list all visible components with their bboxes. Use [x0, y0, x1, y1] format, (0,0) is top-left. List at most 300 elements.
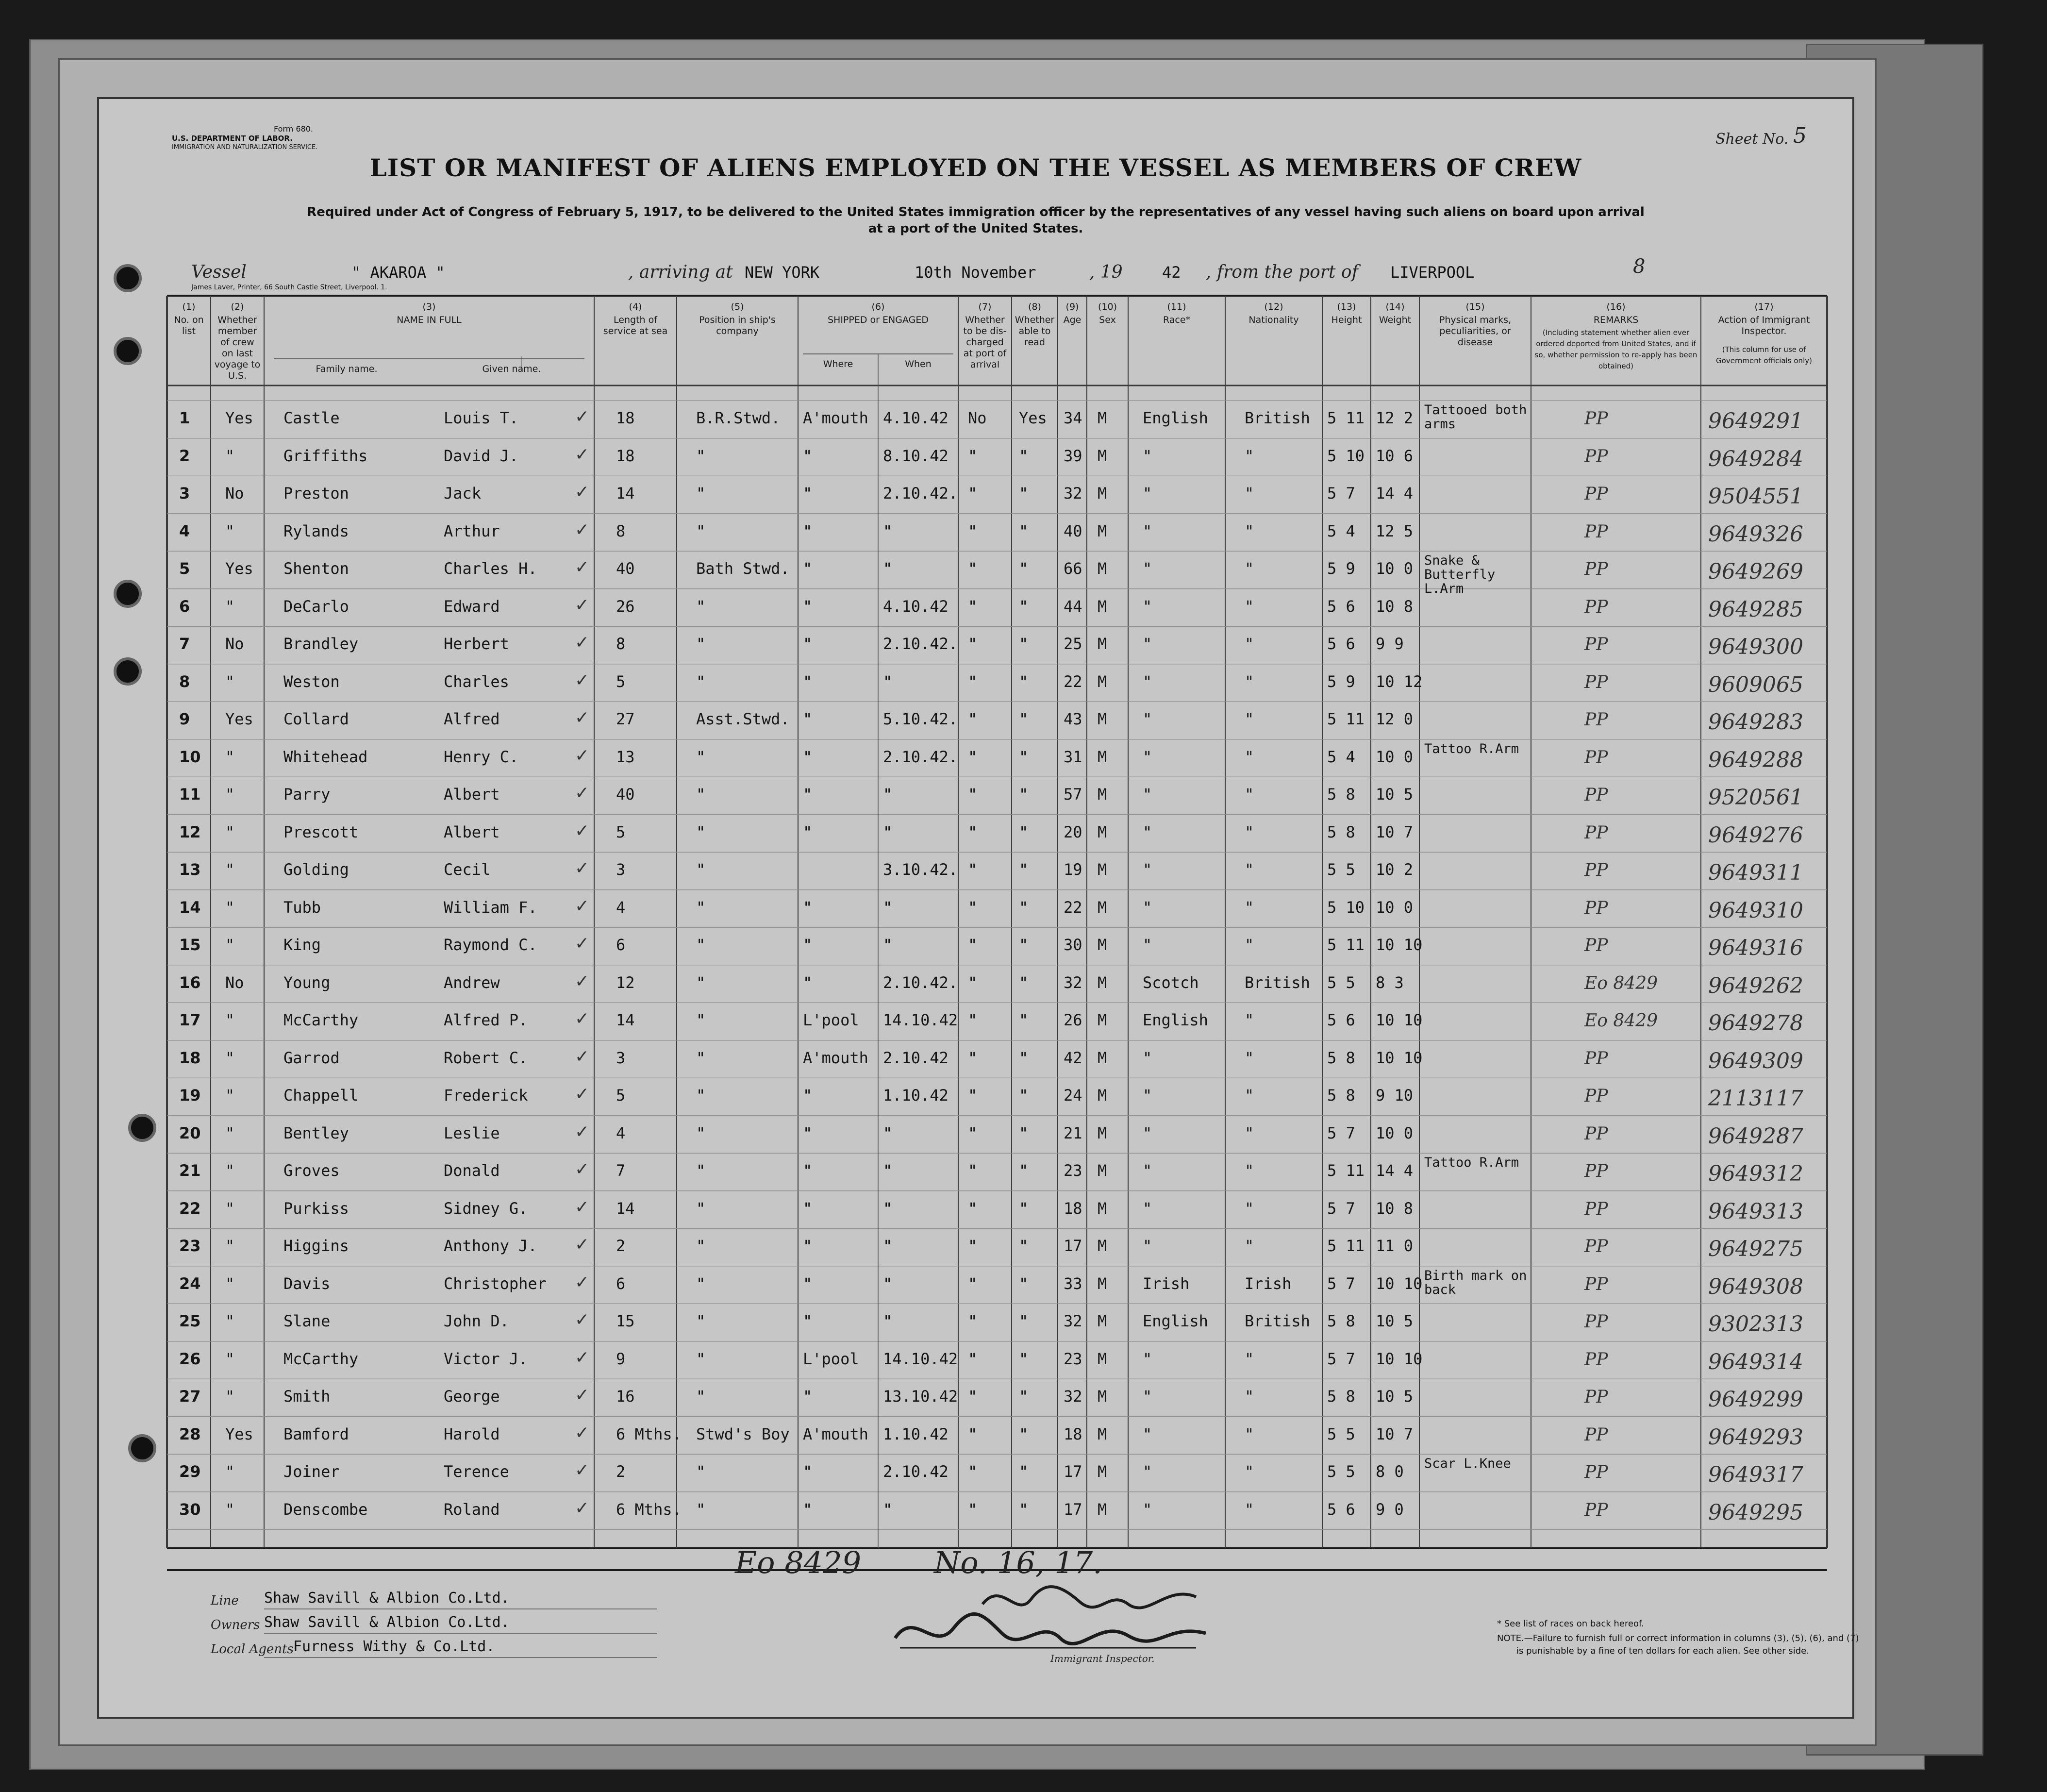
discharged: ": [968, 1274, 978, 1293]
given-name: Roland: [444, 1500, 500, 1519]
length-of-service: 13: [616, 747, 635, 766]
row-number: 15: [179, 936, 201, 954]
column-number: (10): [1098, 301, 1117, 312]
height: 5 10: [1327, 446, 1365, 465]
age: 22: [1064, 898, 1082, 917]
discharged: No: [968, 409, 987, 427]
discharged: ": [968, 785, 978, 804]
column-label: Weight: [1379, 315, 1412, 325]
weight: 10 0: [1376, 898, 1414, 917]
previous-voyage: ": [225, 597, 235, 616]
discharged: ": [968, 1199, 978, 1218]
given-name: Louis T.: [444, 409, 519, 427]
row-number: 2: [179, 446, 190, 465]
given-name: Frederick: [444, 1086, 528, 1105]
inspector-action: 9649326: [1708, 521, 1803, 547]
vessel-label: Vessel: [191, 262, 247, 282]
family-name: Golding: [283, 860, 349, 879]
shipped-where: ": [803, 936, 813, 954]
able-to-read: ": [1019, 785, 1029, 804]
row-number: 29: [179, 1462, 201, 1481]
column-header: [1531, 301, 1701, 328]
check-mark-icon: ✓: [575, 1159, 590, 1179]
position: ": [696, 860, 706, 879]
inspector-action: 9649310: [1708, 898, 1803, 923]
height: 5 7: [1327, 484, 1355, 502]
arrival-port: NEW YORK: [745, 263, 820, 282]
age: 17: [1064, 1500, 1082, 1519]
sex: M: [1098, 446, 1107, 465]
nationality: ": [1245, 521, 1254, 540]
weight: 10 10: [1376, 1349, 1423, 1368]
position: ": [696, 672, 706, 691]
nationality: ": [1245, 672, 1254, 691]
sex: M: [1098, 521, 1107, 540]
nationality: ": [1245, 747, 1254, 766]
inspector-action: 9649291: [1708, 409, 1803, 434]
printer-imprint: James Laver, Printer, 66 South Castle Street, Liverpool. 1.: [191, 284, 387, 291]
row-number: 25: [179, 1312, 201, 1330]
race: English: [1143, 1011, 1208, 1029]
nationality: British: [1245, 409, 1310, 427]
discharged: ": [968, 1424, 978, 1443]
physical-marks: Snake & Butterfly L.Arm: [1424, 553, 1496, 596]
remarks: PP: [1584, 521, 1608, 542]
weight: 10 5: [1376, 1387, 1414, 1406]
discharged: ": [968, 1387, 978, 1406]
inspector-action: 9609065: [1708, 672, 1803, 697]
column-header: [1225, 301, 1322, 328]
shipped-when: 1.10.42: [883, 1424, 949, 1443]
discharged: ": [968, 635, 978, 653]
position: ": [696, 822, 706, 841]
column-number: (14): [1385, 301, 1405, 312]
line-label: Line: [211, 1593, 239, 1608]
nationality: ": [1245, 1462, 1254, 1481]
shipped-when: 14.10.42: [883, 1349, 958, 1368]
discharged: ": [968, 1237, 978, 1255]
able-to-read: ": [1019, 936, 1029, 954]
physical-marks: Tattoo R.Arm: [1424, 1155, 1519, 1170]
position: ": [696, 898, 706, 917]
column-number: (6): [871, 301, 885, 312]
previous-voyage: ": [225, 1161, 235, 1180]
given-name: Charles H.: [444, 559, 537, 578]
age: 20: [1064, 822, 1082, 841]
shipped-where: ": [803, 1199, 813, 1218]
inspector-action: 9649293: [1708, 1424, 1803, 1450]
previous-voyage: ": [225, 785, 235, 804]
length-of-service: 40: [616, 559, 635, 578]
nationality: ": [1245, 484, 1254, 502]
discharged: ": [968, 1086, 978, 1105]
check-mark-icon: ✓: [575, 1046, 590, 1067]
shipped-where: A'mouth: [803, 1048, 868, 1067]
height: 5 8: [1327, 1312, 1355, 1330]
height: 5 4: [1327, 747, 1355, 766]
discharged: ": [968, 710, 978, 728]
weight: 10 7: [1376, 822, 1414, 841]
column-header: [1128, 301, 1225, 328]
position: ": [696, 1048, 706, 1067]
position: ": [696, 1199, 706, 1218]
agents-value: Furness Withy & Co.Ltd.: [293, 1638, 495, 1655]
nationality: ": [1245, 1086, 1254, 1105]
weight: 9 10: [1376, 1086, 1414, 1105]
age: 32: [1064, 1387, 1082, 1406]
check-mark-icon: ✓: [575, 783, 590, 803]
row-number: 6: [179, 597, 190, 616]
height: 5 8: [1327, 1387, 1355, 1406]
age: 25: [1064, 635, 1082, 653]
position: ": [696, 973, 706, 992]
discharged: ": [968, 1123, 978, 1142]
able-to-read: ": [1019, 1500, 1029, 1519]
length-of-service: 3: [616, 1048, 626, 1067]
length-of-service: 16: [616, 1387, 635, 1406]
service: IMMIGRATION AND NATURALIZATION SERVICE.: [172, 144, 318, 151]
column-number: (8): [1028, 301, 1041, 312]
able-to-read: ": [1019, 1011, 1029, 1029]
row-number: 12: [179, 822, 201, 841]
position: Stwd's Boy: [696, 1424, 790, 1443]
inspector-action: 9649316: [1708, 936, 1803, 960]
remarks: PP: [1584, 672, 1608, 692]
shipped-when: ": [883, 936, 893, 954]
remarks: PP: [1584, 559, 1608, 579]
age: 31: [1064, 747, 1082, 766]
weight: 10 8: [1376, 1199, 1414, 1218]
shipped-where: ": [803, 747, 813, 766]
owners-value: Shaw Savill & Albion Co.Ltd.: [264, 1614, 510, 1631]
height: 5 9: [1327, 672, 1355, 691]
inspector-action: 9649299: [1708, 1387, 1803, 1412]
column-header: [958, 301, 1012, 372]
able-to-read: ": [1019, 597, 1029, 616]
agents-label: Local Agents: [211, 1642, 294, 1657]
race: English: [1143, 409, 1208, 427]
shipped-when: 2.10.42.: [883, 747, 958, 766]
weight: 10 2: [1376, 860, 1414, 879]
position: B.R.Stwd.: [696, 409, 781, 427]
sex: M: [1098, 973, 1107, 992]
previous-voyage: ": [225, 672, 235, 691]
given-name: Leslie: [444, 1123, 500, 1142]
departure-port: LIVERPOOL: [1390, 263, 1475, 282]
length-of-service: 14: [616, 1199, 635, 1218]
weight: 12 2: [1376, 409, 1414, 427]
punch-hole: [114, 580, 142, 608]
shipped-where: ": [803, 1237, 813, 1255]
height: 5 11: [1327, 1237, 1365, 1255]
nationality: ": [1245, 559, 1254, 578]
row-number: 13: [179, 860, 201, 879]
sex: M: [1098, 409, 1107, 427]
discharged: ": [968, 484, 978, 502]
remarks: PP: [1584, 409, 1608, 429]
remarks: Eo 8429: [1584, 973, 1658, 993]
column-label: NAME IN FULL: [397, 315, 462, 325]
position: ": [696, 785, 706, 804]
given-name: Victor J.: [444, 1349, 528, 1368]
height: 5 8: [1327, 1086, 1355, 1105]
family-name: Groves: [283, 1161, 340, 1180]
height: 5 7: [1327, 1123, 1355, 1142]
able-to-read: ": [1019, 1199, 1029, 1218]
weight: 12 0: [1376, 710, 1414, 728]
shipped-when: 5.10.42.: [883, 710, 958, 728]
able-to-read: Yes: [1019, 409, 1047, 427]
position: ": [696, 1312, 706, 1330]
family-name-header: Family name.: [316, 364, 378, 374]
inspector-action: 9649295: [1708, 1500, 1803, 1525]
discharged: ": [968, 672, 978, 691]
given-name: Christopher: [444, 1274, 547, 1293]
sex: M: [1098, 1424, 1107, 1443]
given-name: Albert: [444, 822, 500, 841]
remarks: PP: [1584, 446, 1608, 467]
shipped-where: ": [803, 1387, 813, 1406]
nationality: British: [1245, 1312, 1310, 1330]
sex: M: [1098, 710, 1107, 728]
check-mark-icon: ✓: [575, 934, 590, 954]
shipped-when: ": [883, 898, 893, 917]
discharged: ": [968, 860, 978, 879]
previous-voyage: No: [225, 973, 244, 992]
discharged: ": [968, 1048, 978, 1067]
column-header: [594, 301, 677, 339]
remarks: PP: [1584, 860, 1608, 880]
given-name: Henry C.: [444, 747, 519, 766]
discharged: ": [968, 446, 978, 465]
nationality: ": [1245, 860, 1254, 879]
check-mark-icon: ✓: [575, 1423, 590, 1443]
position: ": [696, 1500, 706, 1519]
able-to-read: ": [1019, 635, 1029, 653]
race: ": [1143, 1237, 1152, 1255]
column-number: (9): [1065, 301, 1079, 312]
check-mark-icon: ✓: [575, 1084, 590, 1104]
race: ": [1143, 936, 1152, 954]
races-note: * See list of races on back hereof.: [1497, 1619, 1644, 1629]
able-to-read: ": [1019, 1349, 1029, 1368]
age: 42: [1064, 1048, 1082, 1067]
family-name: McCarthy: [283, 1011, 359, 1029]
row-number: 30: [179, 1500, 201, 1519]
row-number: 5: [179, 559, 190, 578]
position: ": [696, 1462, 706, 1481]
family-name: Garrod: [283, 1048, 340, 1067]
row-number: 26: [179, 1349, 201, 1368]
check-mark-icon: ✓: [575, 896, 590, 916]
weight: 8 0: [1376, 1462, 1404, 1481]
shipped-where: ": [803, 1086, 813, 1105]
sex: M: [1098, 822, 1107, 841]
check-mark-icon: ✓: [575, 482, 590, 502]
weight: 10 0: [1376, 559, 1414, 578]
weight: 10 6: [1376, 446, 1414, 465]
inspector-action: 9649275: [1708, 1237, 1803, 1261]
given-name: William F.: [444, 898, 537, 917]
shipped-when: ": [883, 1500, 893, 1519]
column-number: (12): [1264, 301, 1283, 312]
column-label: SHIPPED or ENGAGED: [828, 315, 929, 325]
sex: M: [1098, 1161, 1107, 1180]
position: ": [696, 1274, 706, 1293]
column-number: (16): [1606, 301, 1626, 312]
given-name: Andrew: [444, 973, 500, 992]
nationality: ": [1245, 822, 1254, 841]
position: ": [696, 1011, 706, 1029]
nationality: ": [1245, 710, 1254, 728]
given-name: George: [444, 1387, 500, 1406]
sheet-number: 5: [1793, 123, 1807, 148]
column-label: Length of service at sea: [603, 315, 668, 336]
shipped-when: 3.10.42.: [883, 860, 958, 879]
sex: M: [1098, 1312, 1107, 1330]
check-mark-icon: ✓: [575, 858, 590, 878]
row-number: 20: [179, 1123, 201, 1142]
inspector-action: 2113117: [1708, 1086, 1803, 1111]
position: Asst.Stwd.: [696, 710, 790, 728]
previous-voyage: ": [225, 521, 235, 540]
previous-voyage: ": [225, 1312, 235, 1330]
weight: 10 10: [1376, 936, 1423, 954]
discharged: ": [968, 1312, 978, 1330]
shipped-where: ": [803, 1123, 813, 1142]
column-label: REMARKS: [1593, 315, 1639, 325]
position: ": [696, 1161, 706, 1180]
discharged: ": [968, 1011, 978, 1029]
race: ": [1143, 898, 1152, 917]
length-of-service: 26: [616, 597, 635, 616]
shipped-where: ": [803, 822, 813, 841]
family-name: Bamford: [283, 1424, 349, 1443]
inspector-action: 9649309: [1708, 1048, 1803, 1073]
column-number: (17): [1754, 301, 1774, 312]
row-number: 21: [179, 1161, 201, 1180]
check-mark-icon: ✓: [575, 444, 590, 465]
inspector-action: 9649288: [1708, 747, 1803, 772]
column-label: Action of Immigrant Inspector.: [1718, 315, 1810, 336]
row-number: 8: [179, 672, 190, 691]
length-of-service: 7: [616, 1161, 626, 1180]
able-to-read: ": [1019, 822, 1029, 841]
inspector-action: 9649262: [1708, 973, 1803, 998]
position: ": [696, 1123, 706, 1142]
remarks: PP: [1584, 1237, 1608, 1256]
given-name: Herbert: [444, 635, 509, 653]
page-title: LIST OR MANIFEST OF ALIENS EMPLOYED ON THE VESSEL AS MEMBERS OF CREW: [369, 153, 1582, 182]
family-name: Shenton: [283, 559, 349, 578]
able-to-read: ": [1019, 1274, 1029, 1293]
nationality: ": [1245, 936, 1254, 954]
previous-voyage: Yes: [225, 559, 253, 578]
age: 33: [1064, 1274, 1082, 1293]
shipped-where: L'pool: [803, 1349, 859, 1368]
column-header: [1058, 301, 1087, 328]
remarks: PP: [1584, 635, 1608, 654]
shipped-when: ": [883, 672, 893, 691]
from-port-label: , from the port of: [1206, 262, 1358, 282]
race: ": [1143, 559, 1152, 578]
length-of-service: 4: [616, 1123, 626, 1142]
nationality: ": [1245, 785, 1254, 804]
height: 5 8: [1327, 822, 1355, 841]
race: Irish: [1143, 1274, 1190, 1293]
family-name: Collard: [283, 710, 349, 728]
race: ": [1143, 484, 1152, 502]
shipped-when: ": [883, 521, 893, 540]
column-header: [1322, 301, 1371, 328]
race: ": [1143, 635, 1152, 653]
able-to-read: ": [1019, 1387, 1029, 1406]
nationality: ": [1245, 1199, 1254, 1218]
discharged: ": [968, 1349, 978, 1368]
column-header: [1012, 301, 1058, 350]
previous-voyage: ": [225, 1274, 235, 1293]
check-mark-icon: ✓: [575, 1385, 590, 1405]
shipped-where: ": [803, 1161, 813, 1180]
shipped-when: 2.10.42: [883, 1462, 949, 1481]
form-number: Form 680.: [274, 124, 314, 134]
sex: M: [1098, 1123, 1107, 1142]
sex: M: [1098, 635, 1107, 653]
punch-hole: [114, 657, 142, 686]
column-number: (1): [182, 301, 196, 312]
row-number: 4: [179, 521, 190, 540]
family-name: DeCarlo: [283, 597, 349, 616]
family-name: Rylands: [283, 521, 349, 540]
remarks: PP: [1584, 1199, 1608, 1219]
given-name: Harold: [444, 1424, 500, 1443]
weight: 9 0: [1376, 1500, 1404, 1519]
nationality: ": [1245, 1424, 1254, 1443]
row-number: 9: [179, 710, 190, 728]
weight: 10 10: [1376, 1011, 1423, 1029]
length-of-service: 14: [616, 1011, 635, 1029]
weight: 10 8: [1376, 597, 1414, 616]
height: 5 6: [1327, 1011, 1355, 1029]
discharged: ": [968, 747, 978, 766]
previous-voyage: ": [225, 860, 235, 879]
able-to-read: ": [1019, 898, 1029, 917]
length-of-service: 5: [616, 1086, 626, 1105]
inspector-action: 9649276: [1708, 822, 1803, 848]
able-to-read: ": [1019, 1462, 1029, 1481]
previous-voyage: ": [225, 1048, 235, 1067]
position: Bath Stwd.: [696, 559, 790, 578]
age: 32: [1064, 1312, 1082, 1330]
column-header: [1371, 301, 1419, 328]
discharged: ": [968, 597, 978, 616]
family-name: Brandley: [283, 635, 359, 653]
inspector-action: 9649313: [1708, 1199, 1803, 1224]
age: 17: [1064, 1462, 1082, 1481]
nationality: British: [1245, 973, 1310, 992]
age: 24: [1064, 1086, 1082, 1105]
given-name: Sidney G.: [444, 1199, 528, 1218]
discharged: ": [968, 936, 978, 954]
check-mark-icon: ✓: [575, 1197, 590, 1217]
check-mark-icon: ✓: [575, 1009, 590, 1029]
family-name: Slane: [283, 1312, 331, 1330]
able-to-read: ": [1019, 1424, 1029, 1443]
position: ": [696, 446, 706, 465]
able-to-read: ": [1019, 860, 1029, 879]
remarks: PP: [1584, 936, 1608, 955]
age: 40: [1064, 521, 1082, 540]
